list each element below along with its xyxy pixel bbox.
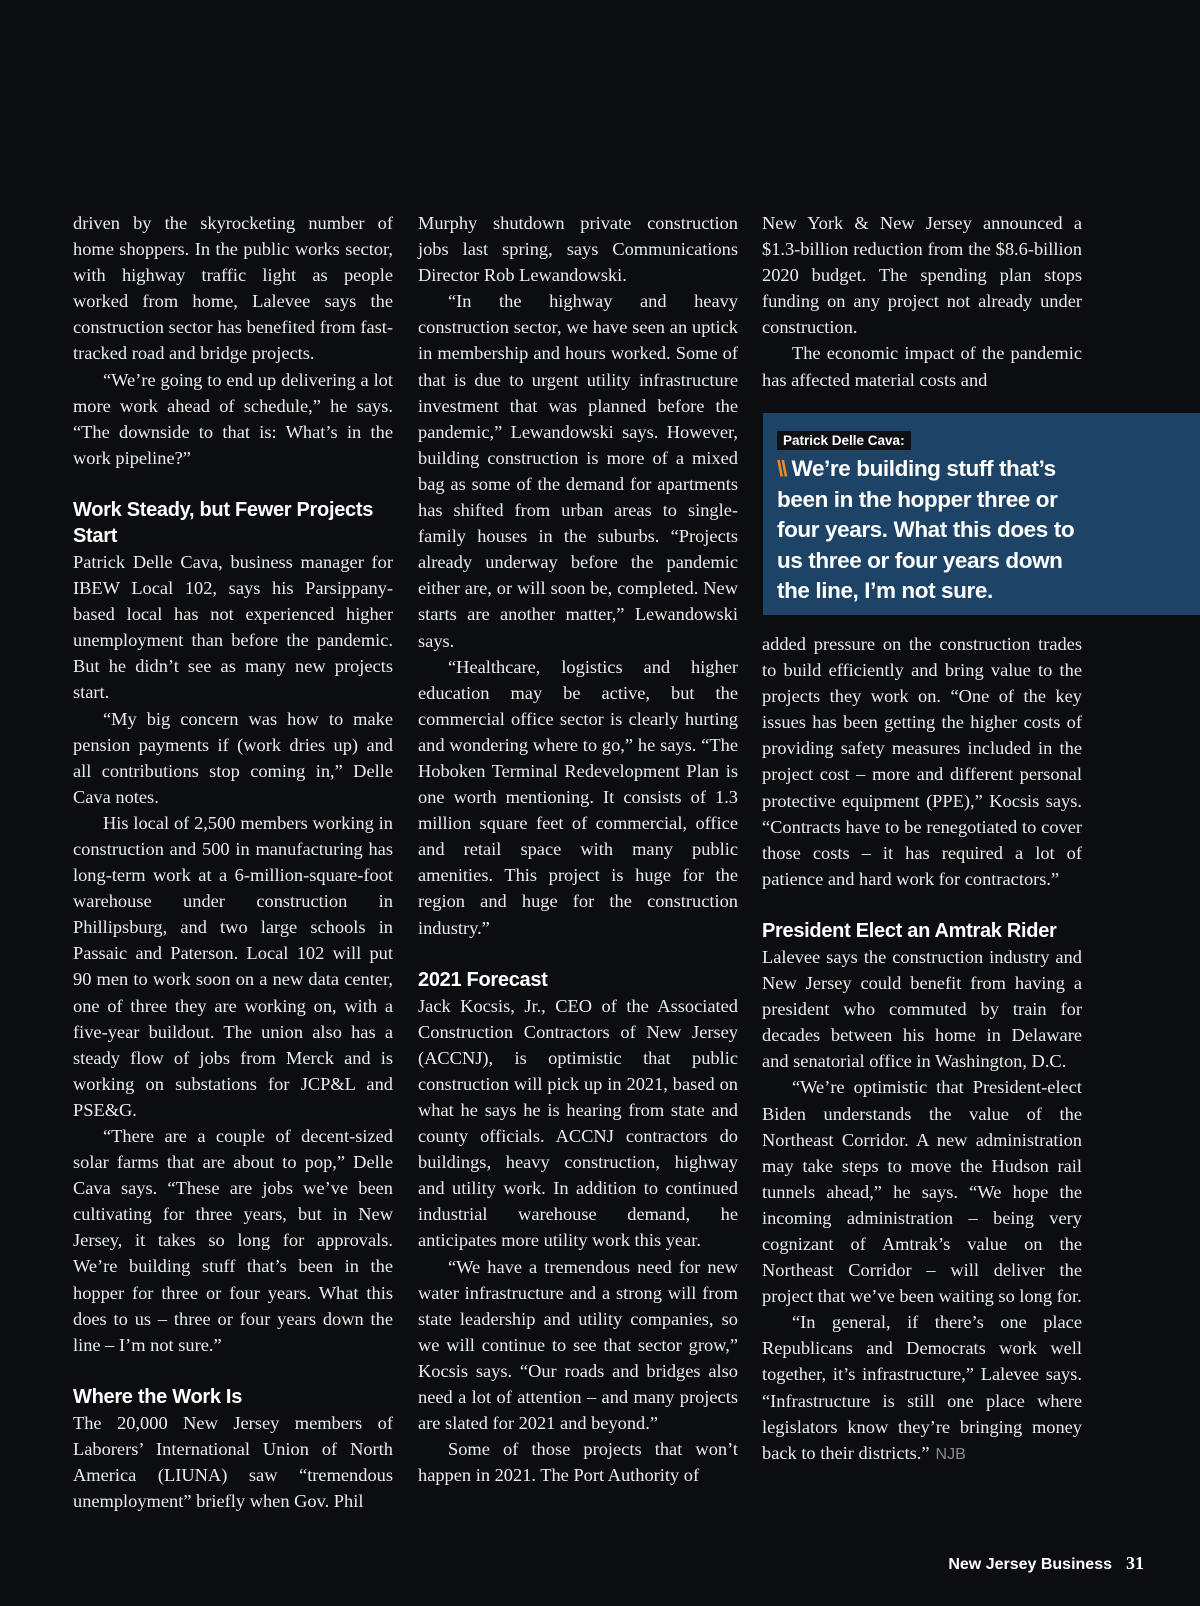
paragraph: Jack Kocsis, Jr., CEO of the Associated Construction Contractors of New Jersey (ACCNJ), is optimistic that public construction will pick up in 2021, based on what he says he is hearing from state and county officials. ACCNJ contractors do buildings, heavy construction, highway and utility work. In addition to continued industrial warehouse demand, he anticipates more utility work this year. [418, 995, 738, 1251]
paragraph: His local of 2,500 members working in construction and 500 in manufacturing has long-term work at a 6-million-square-foot warehouse under construction in Phillipsburg, and two large schools in Passaic and Paterson. Local 102 will put 90 men to work soon on a new data center, one of three they are working on, with a five-year buildout. The union also has a steady flow of jobs from Merck and is working on substations for JCP&L and PSE&G. [73, 812, 393, 1120]
paragraph: “My big concern was how to make pension payments if (work dries up) and all contributions stop coming in,” Delle Cava notes. [73, 708, 393, 807]
paragraph: “There are a couple of decent-sized solar farms that are about to pop,” Delle Cava says. “These are jobs we’ve been cultivating for three years, but in New Jersey, it takes so long for approvals. We’re building stuff that’s been in the hopper for three or four years. What this does to us – three or four years down the line – I’m not sure.” [73, 1126, 393, 1355]
paragraph: driven by the skyrocketing number of home shoppers. In the public works sector, with highway traffic light as people worked from home, Lalevee says the construction sector has benefited from fast-tracked road and bridge projects. [73, 213, 393, 364]
section-heading: Work Steady, but Fewer Projects Start [73, 498, 374, 547]
paragraph: “Healthcare, logistics and higher education may be active, but the commercial office sector is clearly hurting and wondering where to go,” he says. “The Hoboken Terminal Redevelopment Plan is one worth mentioning. It consists of 1.3 million square feet of commercial, office and retail space with many public amenities. This project is huge for the region and huge for the construction industry.” [418, 656, 738, 938]
paragraph: Lalevee says the construction industry and New Jersey could benefit from having a president who commuted by train for decades between his home in Delaware and senatorial office in Washington, D.C. [762, 946, 1082, 1072]
paragraph: Some of those projects that won’t happen in 2021. The Port Authority of [418, 1439, 738, 1486]
page-number: 31 [1126, 1553, 1144, 1573]
paragraph: “We’re optimistic that President-elect Biden understands the value of the Northeast Corridor. A new administration may take steps to move the Hudson rail tunnels ahead,” he says. “We hope the incoming administration – being very cognizant of Amtrak’s value on the Northeast Corridor – will deliver the project that we’ve been waiting so long for. [762, 1077, 1082, 1307]
article-column-1 [73, 210, 393, 1514]
section-heading: Where the Work Is [73, 1385, 243, 1408]
page-footer [948, 1553, 1144, 1574]
paragraph: The 20,000 New Jersey members of Laborers’ International Union of North America (LIUNA) saw “tremendous unemployment” briefly when Gov. Phil [73, 1412, 393, 1512]
paragraph: “We’re going to end up delivering a lot more work ahead of schedule,” he says. “The downside to that is: What’s in the work pipeline?” [73, 369, 393, 468]
paragraph [762, 1309, 1082, 1468]
section-heading: President Elect an Amtrak Rider [762, 919, 1057, 942]
paragraph: Murphy shutdown private construction jobs last spring, says Communications Director Rob Lewandowski. [418, 213, 738, 286]
paragraph: The economic impact of the pandemic has affected material costs and [762, 343, 1082, 390]
column-3-bottom [762, 631, 1082, 1468]
column-3-top [762, 210, 1082, 393]
paragraph: New York & New Jersey announced a $1.3-billion reduction from the $8.6-billion 2020 budget. The spending plan stops funding on any project not already under construction. [762, 213, 1082, 338]
article-column-2 [418, 210, 738, 1488]
section-heading: 2021 Forecast [418, 968, 548, 991]
pull-quote-box [763, 413, 1200, 615]
paragraph: “In the highway and heavy construction sector, we have seen an uptick in membership and hours worked. Some of that is due to urgent utility infrastructure investment that was planned before the pandemic,” Lewandowski says. However, building construction is more of a mixed bag as some of the demand for apartments has shifted from urban areas to single-family houses in the suburbs. “Projects already underway before the pandemic either are, or will soon be, completed. New starts are another matter,” Lewandowski says. [418, 291, 738, 651]
quote-mark-icon: \\ [777, 456, 786, 481]
publication-name: New Jersey Business [948, 1556, 1112, 1573]
pull-quote-text: We’re building stuff that’s been in the hopper three or four years. What this does to us three or four years down the line, I’m not sure. [777, 456, 1075, 604]
paragraph: “We have a tremendous need for new water infrastructure and a strong will from state leadership and utility companies, so we will continue to see that sector grow,” Kocsis says. “Our roads and bridges also need a lot of attention – and many projects are slated for 2021 and beyond.” [418, 1256, 738, 1434]
paragraph: added pressure on the construction trades to build efficiently and bring value to the projects they work on. “One of the key issues has been getting the higher costs of providing safety measures included in the project cost – more and different personal protective equipment (PPE),” Kocsis says. “Contracts have to be renegotiated to cover those costs – it has required a lot of patience and hard work for contractors.” [762, 634, 1082, 889]
paragraph-text: “In general, if there’s one place Republicans and Democrats work well together, it’s infrastructure,” Lalevee says. “Infrastructure is still one place where legislators know they’re bringing money back to their districts.” [762, 1312, 1082, 1463]
end-mark: NJB [935, 1445, 966, 1463]
pull-quote-text-block [777, 454, 1077, 607]
paragraph: Patrick Delle Cava, business manager for IBEW Local 102, says his Parsippany-based local has not experienced higher unemployment than before the pandemic. But he didn’t see as many new projects start. [73, 551, 393, 703]
pull-quote-attribution: Patrick Delle Cava: [777, 431, 911, 450]
